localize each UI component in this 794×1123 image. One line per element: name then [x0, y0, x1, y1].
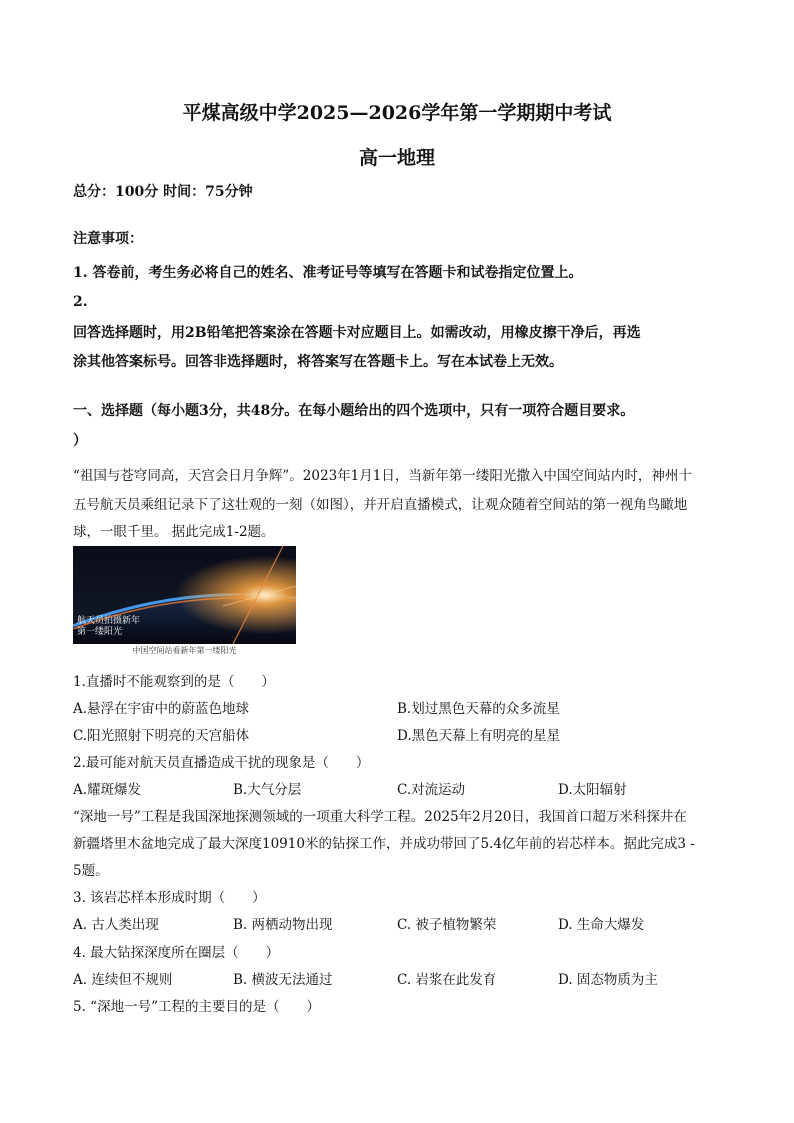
q4-option-a: A. 连续但不规则 — [73, 972, 173, 988]
q3-stem: 3. 该岩芯样本形成时期（ ） — [73, 890, 266, 906]
q2-option-d: D.太阳辐射 — [558, 782, 627, 798]
q1-option-c: C.阳光照射下明亮的天宫船体 — [73, 728, 250, 744]
q1-option-d: D.黑色天幕上有明亮的星星 — [397, 728, 561, 744]
notes-item-2-number: 2. — [73, 294, 88, 310]
photo-overlay-text-1: 航天员拍摄新年 — [77, 616, 141, 626]
score-time: 总分：100分 时间：75分钟 — [73, 184, 253, 200]
photo-overlay-text-2: 第一缕阳光 — [77, 627, 123, 637]
space-station-photo — [73, 546, 296, 644]
q3-option-a: A. 古人类出现 — [73, 917, 159, 933]
q3-option-b: B. 两栖动物出现 — [233, 917, 333, 933]
q3-option-c: C. 被子植物繁荣 — [397, 917, 497, 933]
subject-title: 高一地理 — [358, 147, 435, 169]
section-heading-line-2: ） — [73, 433, 87, 449]
q2-option-a: A.耀斑爆发 — [73, 782, 142, 798]
passage-2-line-2: 新疆塔里木盆地完成了最大深度10910米的钻探工作，并成功带回了5.4亿年前的岩芯样本。据此完成3 - — [73, 836, 695, 852]
passage-2-line-3: 5题。 — [73, 863, 109, 879]
q4-option-b: B. 横波无法通过 — [233, 972, 333, 988]
photo-caption: 中国空间站看新年第一缕阳光 — [132, 646, 237, 655]
passage-2-line-1: “深地一号”工程是我国深地探测领域的一项重大科学工程。2025年2月20日，我国首口超万米科探井在 — [73, 809, 687, 825]
section-heading-line-1: 一、选择题（每小题3分，共48分。在每小题给出的四个选项中，只有一项符合题目要求。 — [73, 403, 635, 419]
q3-option-d: D. 生命大爆发 — [558, 917, 645, 933]
exam-title: 平煤高级中学2025—2026学年第一学期期中考试 — [182, 102, 612, 124]
q4-option-d: D. 固态物质为主 — [558, 972, 658, 988]
q5-stem: 5. “深地一号”工程的主要目的是（ ） — [73, 999, 320, 1015]
q2-option-b: B.大气分层 — [233, 782, 302, 798]
passage-1-line-2: 五号航天员乘组记录下了这壮观的一刻（如图），并开启直播模式，让观众随着空间站的第一视角鸟瞰地 — [73, 497, 688, 513]
notes-item-2-line-1: 回答选择题时，用2B铅笔把答案涂在答题卡对应题目上。如需改动，用橡皮擦干净后，再选 — [73, 325, 641, 341]
q4-option-c: C. 岩浆在此发育 — [397, 972, 497, 988]
passage-1-line-1: “祖国与苍穹同高，天宫会日月争辉”。2023年1月1日，当新年第一缕阳光撒入中国空间站内时，神州十 — [73, 468, 692, 484]
q1-stem: 1.直播时不能观察到的是（ ） — [73, 674, 275, 690]
passage-1-line-3: 球，一眼千里。 据此完成1-2题。 — [73, 524, 275, 540]
notes-item-2-line-2: 涂其他答案标号。回答非选择题时，将答案写在答题卡上。写在本试卷上无效。 — [73, 354, 563, 370]
q1-option-a: A.悬浮在宇宙中的蔚蓝色地球 — [73, 701, 250, 717]
q4-stem: 4. 最大钻探深度所在圈层（ ） — [73, 945, 280, 961]
notes-heading: 注意事项： — [73, 231, 143, 247]
q2-option-c: C.对流运动 — [397, 782, 466, 798]
q2-stem: 2.最可能对航天员直播造成干扰的现象是（ ） — [73, 755, 370, 771]
q1-option-b: B.划过黑色天幕的众多流星 — [397, 701, 560, 717]
notes-item-1: 1. 答卷前，考生务必将自己的姓名、准考证号等填写在答题卡和试卷指定位置上。 — [73, 265, 583, 281]
